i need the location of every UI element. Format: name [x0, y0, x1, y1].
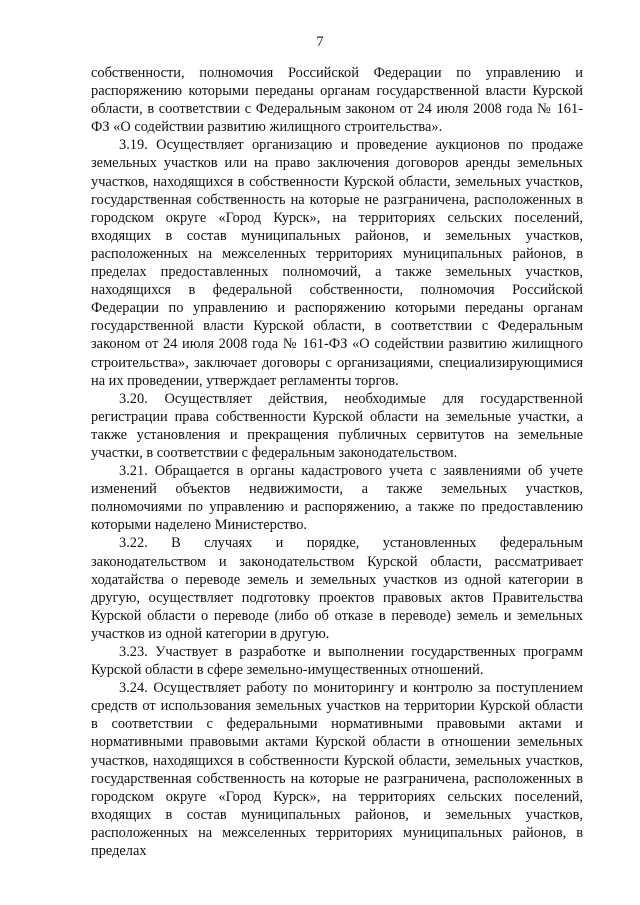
- paragraph-3-19: 3.19. Осуществляет организацию и проведение аукционов по продаже земельных участков или на право заключения договоров аренды земельных участков, находящихся в собственности Курской области, земельных участков, государственная собственность на которые не разграничена, расположенных в городском округе «Город Курск», на территориях сельских поселений, входящих в состав муниципальных районов, и земельных участков, расположенных на межселенных территориях муниципальных районов, в пределах предоставленных полномочий, а также земельных участков, находящихся в федеральной собственности, полномочия Российской Федерации по управлению и распоряжению которыми переданы органам государственной власти Курской области, в соответствии с Федеральным законом от 24 июля 2008 года № 161-ФЗ «О содействии развитию жилищного строительства», заключает договоры с организациями, специализирующимися на их проведении, утверждает регламенты торгов.: [91, 137, 583, 389]
- paragraph-3-20: 3.20. Осуществляет действия, необходимые для государственной регистрации права собственности Курской области на земельные участки, а также установления и прекращения публичных сервитутов на земельные участки, в соответствии с федеральным законодательством.: [91, 390, 583, 461]
- page-number: 7: [316, 34, 324, 50]
- paragraph-3-21: 3.21. Обращается в органы кадастрового учета с заявлениями об учете изменений объектов недвижимости, а также земельных участков, полномочиями по управлению и распоряжению, а также по предоставлению которыми наделено Министерство.: [91, 463, 583, 534]
- paragraph-3-23: 3.23. Участвует в разработке и выполнении государственных программ Курской области в сфере земельно-имущественных отношений.: [91, 644, 583, 679]
- paragraph-3-24: 3.24. Осуществляет работу по мониторингу и контролю за поступлением средств от использования земельных участков на территории Курской области в соответствии с федеральными нормативными правовыми актами и нормативными правовыми актами Курской области в отношении земельных участков, находящихся в собственности Курской области, земельных участков, государственная собственность на которые не разграничена, расположенных в городском округе «Город Курск», на территориях сельских поселений, входящих в состав муниципальных районов, и земельных участков, расположенных на межселенных территориях муниципальных районов, в пределах: [91, 680, 583, 860]
- paragraph-3-22: 3.22. В случаях и порядке, установленных федеральным законодательством и законодательством Курской области, рассматривает ходатайства о переводе земель и земельных участков из одной категории в другую, осуществляет подготовку проектов правовых актов Правительства Курской области о переводе (либо об отказе в переводе) земель и земельных участков из одной категории в другую.: [91, 535, 583, 642]
- document-body: [91, 64, 583, 860]
- paragraph: собственности, полномочия Российской Федерации по управлению и распоряжению которыми переданы органам государственной власти Курской области, в соответствии с Федеральным законом от 24 июля 2008 года № 161-ФЗ «О содействии развитию жилищного строительства».: [91, 65, 583, 136]
